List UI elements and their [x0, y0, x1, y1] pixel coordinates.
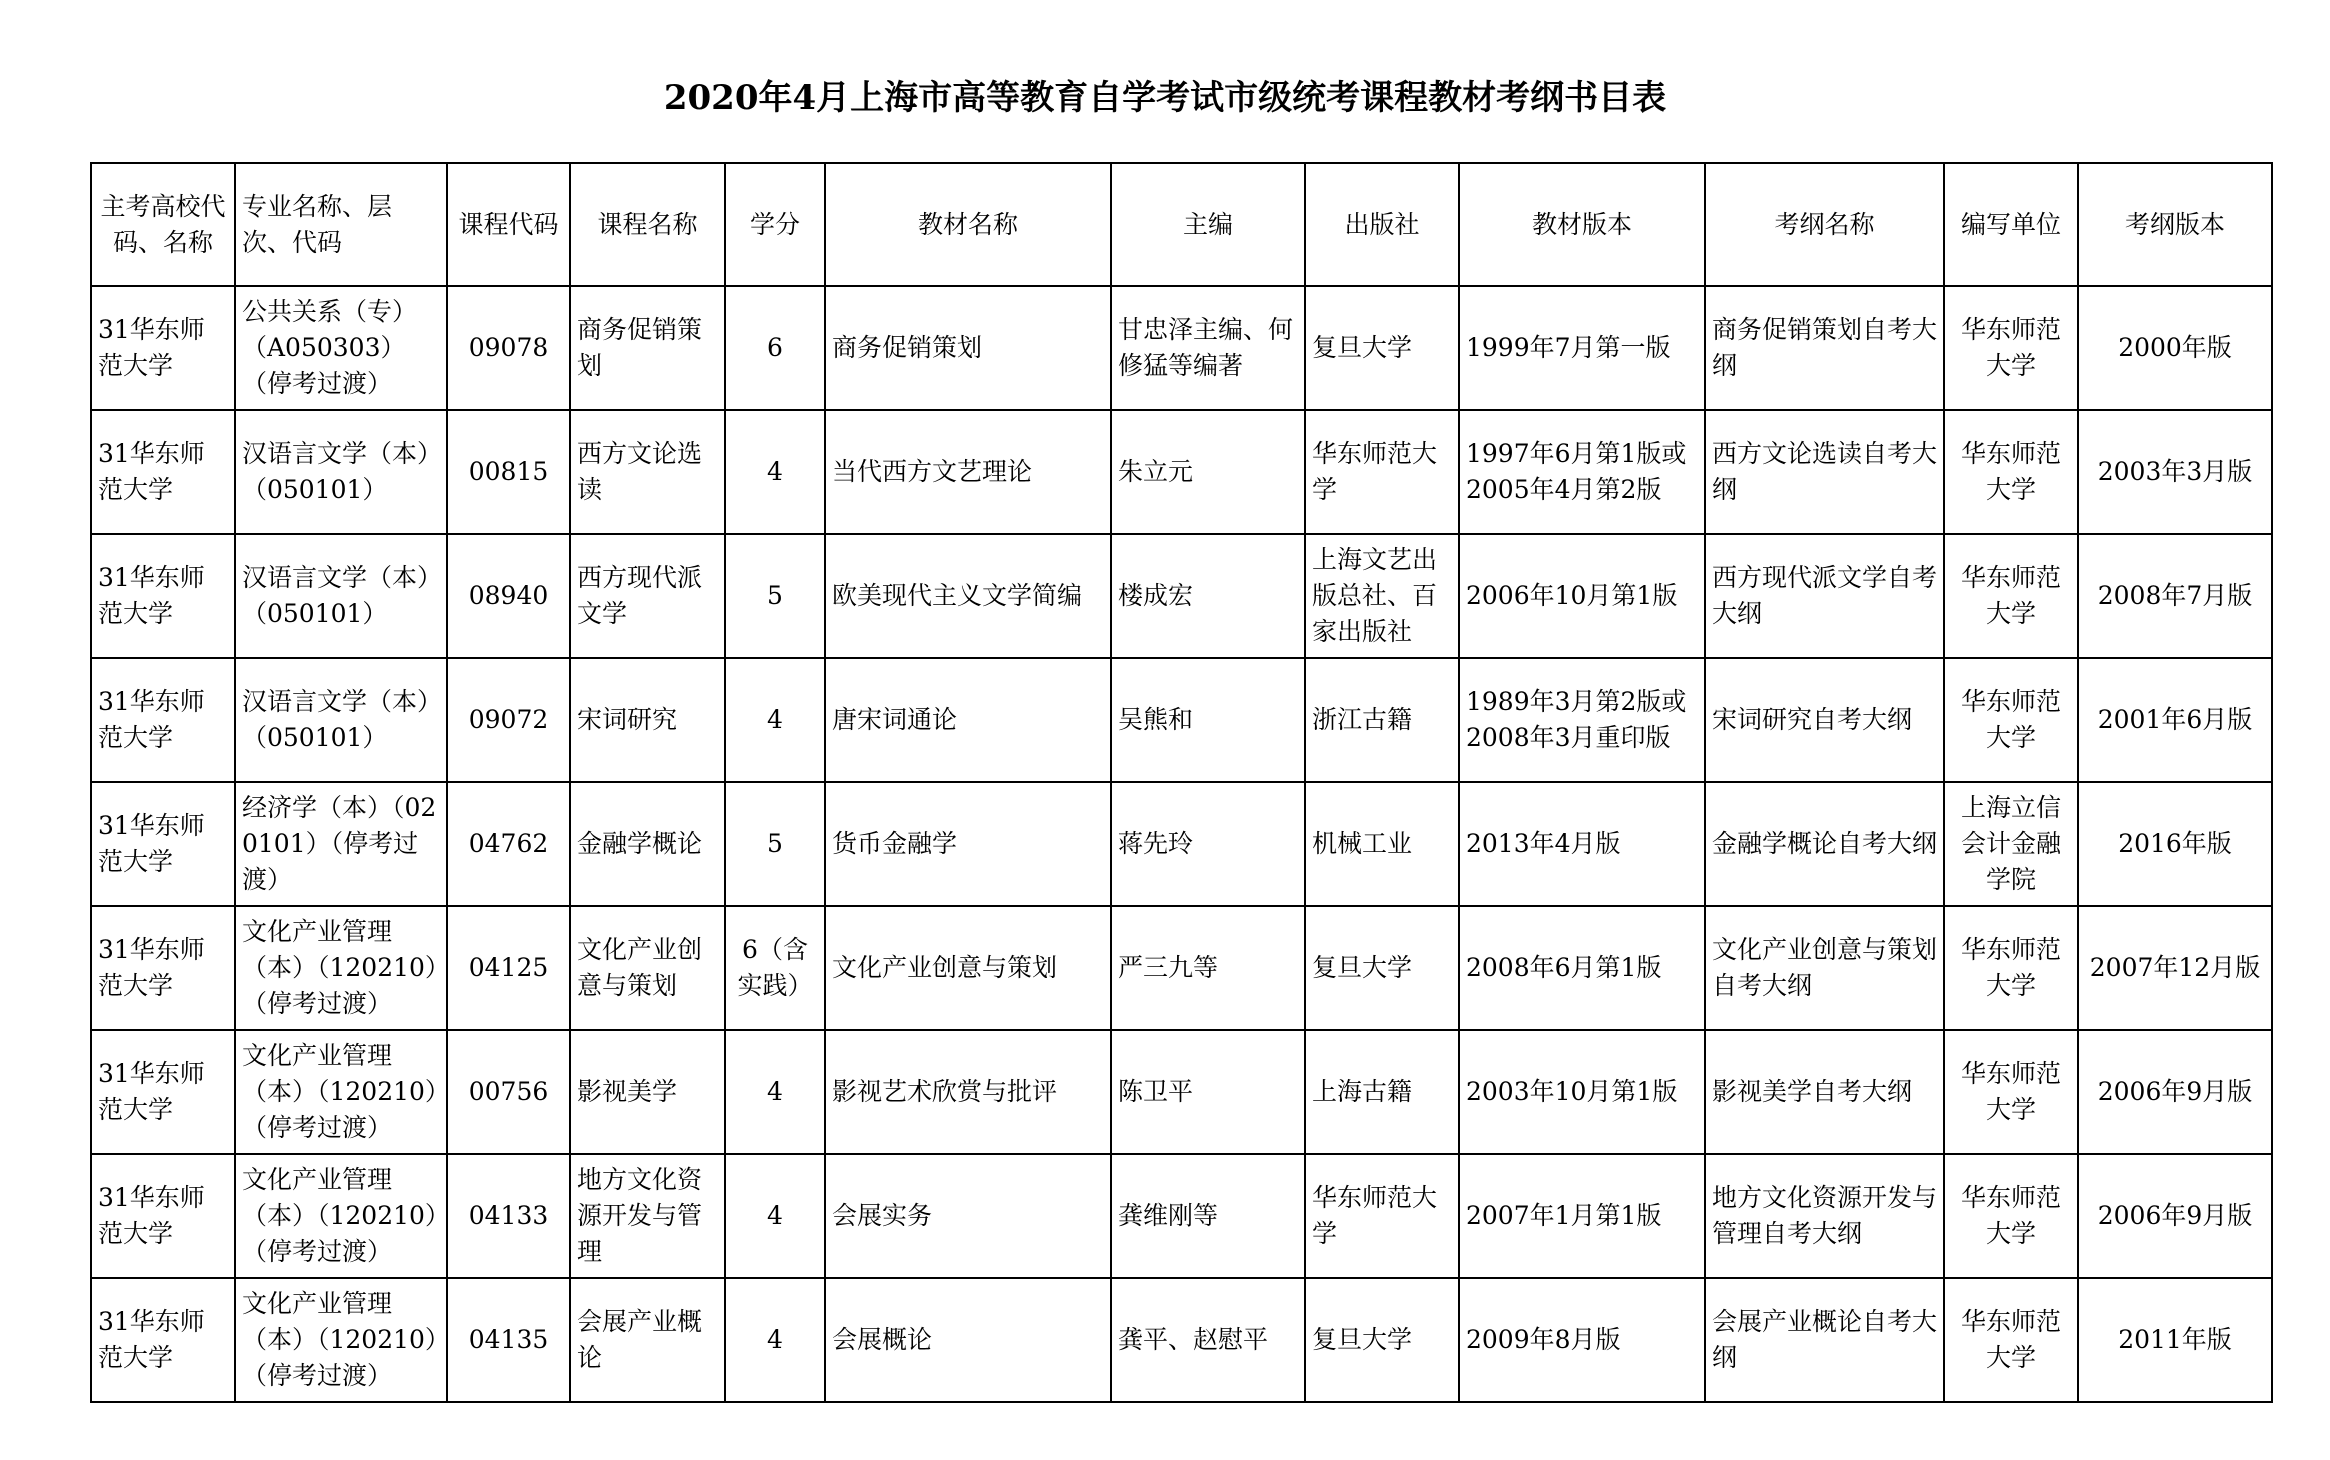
cell-publisher: 复旦大学: [1305, 906, 1459, 1030]
cell-syllabus-edition: 2016年版: [2078, 782, 2272, 906]
table-row: [91, 782, 2272, 906]
cell-course-name: 会展产业概论: [570, 1278, 725, 1402]
cell-course-code: 04762: [447, 782, 570, 906]
cell-syllabus: 会展产业概论自考大纲: [1705, 1278, 1944, 1402]
header-course-code: 课程代码: [447, 163, 570, 286]
table-row: [91, 906, 2272, 1030]
header-syllabus: 考纲名称: [1705, 163, 1944, 286]
table-row: [91, 1154, 2272, 1278]
cell-course-code: 04133: [447, 1154, 570, 1278]
cell-school: 31华东师范大学: [91, 286, 235, 410]
cell-course-code: 08940: [447, 534, 570, 658]
cell-school: 31华东师范大学: [91, 410, 235, 534]
cell-course-name: 宋词研究: [570, 658, 725, 782]
cell-textbook-edition: 2013年4月版: [1459, 782, 1705, 906]
cell-school: 31华东师范大学: [91, 658, 235, 782]
cell-credits: 6: [725, 286, 825, 410]
cell-syllabus-edition: 2001年6月版: [2078, 658, 2272, 782]
cell-credits: 4: [725, 1154, 825, 1278]
cell-course-code: 09072: [447, 658, 570, 782]
cell-textbook-edition: 1989年3月第2版或2008年3月重印版: [1459, 658, 1705, 782]
book-list-table: [90, 162, 2273, 1403]
cell-textbook: 货币金融学: [825, 782, 1111, 906]
cell-credits: 4: [725, 658, 825, 782]
cell-syllabus-edition: 2006年9月版: [2078, 1154, 2272, 1278]
cell-course-code: 04125: [447, 906, 570, 1030]
cell-editor: 龚平、赵慰平: [1111, 1278, 1305, 1402]
cell-textbook-edition: 2006年10月第1版: [1459, 534, 1705, 658]
cell-credits: 4: [725, 410, 825, 534]
header-syllabus-edition: 考纲版本: [2078, 163, 2272, 286]
cell-school: 31华东师范大学: [91, 906, 235, 1030]
header-editor: 主编: [1111, 163, 1305, 286]
cell-textbook: 唐宋词通论: [825, 658, 1111, 782]
cell-textbook-edition: 2009年8月版: [1459, 1278, 1705, 1402]
cell-editor: 龚维刚等: [1111, 1154, 1305, 1278]
table-row: [91, 534, 2272, 658]
cell-syllabus: 宋词研究自考大纲: [1705, 658, 1944, 782]
cell-credits: 4: [725, 1030, 825, 1154]
cell-major: 汉语言文学（本）（050101）: [235, 534, 447, 658]
header-course-name: 课程名称: [570, 163, 725, 286]
cell-course-name: 商务促销策划: [570, 286, 725, 410]
table-row: [91, 286, 2272, 410]
cell-compiler: 华东师范大学: [1944, 906, 2078, 1030]
header-credits: 学分: [725, 163, 825, 286]
cell-editor: 楼成宏: [1111, 534, 1305, 658]
cell-textbook-edition: 1997年6月第1版或2005年4月第2版: [1459, 410, 1705, 534]
cell-course-code: 00815: [447, 410, 570, 534]
cell-credits: 5: [725, 534, 825, 658]
cell-school: 31华东师范大学: [91, 1278, 235, 1402]
cell-compiler: 上海立信会计金融学院: [1944, 782, 2078, 906]
cell-school: 31华东师范大学: [91, 782, 235, 906]
cell-editor: 陈卫平: [1111, 1030, 1305, 1154]
cell-editor: 严三九等: [1111, 906, 1305, 1030]
cell-course-name: 金融学概论: [570, 782, 725, 906]
table-row: [91, 1278, 2272, 1402]
cell-course-name: 西方文论选读: [570, 410, 725, 534]
cell-course-code: 09078: [447, 286, 570, 410]
cell-compiler: 华东师范大学: [1944, 410, 2078, 534]
cell-syllabus: 地方文化资源开发与管理自考大纲: [1705, 1154, 1944, 1278]
cell-major: 汉语言文学（本）（050101）: [235, 658, 447, 782]
cell-publisher: 上海古籍: [1305, 1030, 1459, 1154]
cell-textbook-edition: 2007年1月第1版: [1459, 1154, 1705, 1278]
cell-syllabus-edition: 2011年版: [2078, 1278, 2272, 1402]
cell-syllabus-edition: 2000年版: [2078, 286, 2272, 410]
table-row: [91, 1030, 2272, 1154]
cell-syllabus: 文化产业创意与策划自考大纲: [1705, 906, 1944, 1030]
cell-textbook: 商务促销策划: [825, 286, 1111, 410]
cell-course-name: 地方文化资源开发与管理: [570, 1154, 725, 1278]
cell-syllabus: 金融学概论自考大纲: [1705, 782, 1944, 906]
cell-credits: 4: [725, 1278, 825, 1402]
cell-syllabus: 西方文论选读自考大纲: [1705, 410, 1944, 534]
cell-compiler: 华东师范大学: [1944, 286, 2078, 410]
header-compiler: 编写单位: [1944, 163, 2078, 286]
cell-textbook-edition: 2008年6月第1版: [1459, 906, 1705, 1030]
cell-editor: 朱立元: [1111, 410, 1305, 534]
cell-compiler: 华东师范大学: [1944, 534, 2078, 658]
cell-compiler: 华东师范大学: [1944, 1154, 2078, 1278]
cell-textbook: 当代西方文艺理论: [825, 410, 1111, 534]
cell-syllabus: 西方现代派文学自考大纲: [1705, 534, 1944, 658]
cell-school: 31华东师范大学: [91, 534, 235, 658]
cell-syllabus-edition: 2003年3月版: [2078, 410, 2272, 534]
cell-major: 文化产业管理（本）（120210）（停考过渡）: [235, 1030, 447, 1154]
cell-syllabus: 商务促销策划自考大纲: [1705, 286, 1944, 410]
cell-course-name: 文化产业创意与策划: [570, 906, 725, 1030]
cell-syllabus-edition: 2008年7月版: [2078, 534, 2272, 658]
cell-school: 31华东师范大学: [91, 1154, 235, 1278]
cell-editor: 蒋先玲: [1111, 782, 1305, 906]
cell-syllabus-edition: 2006年9月版: [2078, 1030, 2272, 1154]
header-publisher: 出版社: [1305, 163, 1459, 286]
cell-major: 公共关系（专）（A050303）（停考过渡）: [235, 286, 447, 410]
cell-textbook: 会展实务: [825, 1154, 1111, 1278]
cell-syllabus: 影视美学自考大纲: [1705, 1030, 1944, 1154]
cell-major: 文化产业管理（本）（120210）（停考过渡）: [235, 1154, 447, 1278]
cell-textbook-edition: 1999年7月第一版: [1459, 286, 1705, 410]
cell-compiler: 华东师范大学: [1944, 658, 2078, 782]
cell-syllabus-edition: 2007年12月版: [2078, 906, 2272, 1030]
cell-publisher: 华东师范大学: [1305, 410, 1459, 534]
cell-school: 31华东师范大学: [91, 1030, 235, 1154]
cell-textbook-edition: 2003年10月第1版: [1459, 1030, 1705, 1154]
header-row: [91, 163, 2272, 286]
header-textbook: 教材名称: [825, 163, 1111, 286]
cell-publisher: 上海文艺出版总社、百家出版社: [1305, 534, 1459, 658]
cell-textbook: 影视艺术欣赏与批评: [825, 1030, 1111, 1154]
table-row: [91, 658, 2272, 782]
cell-course-code: 00756: [447, 1030, 570, 1154]
cell-major: 经济学（本）（020101）（停考过渡）: [235, 782, 447, 906]
header-school: 主考高校代码、名称: [91, 163, 235, 286]
cell-publisher: 复旦大学: [1305, 1278, 1459, 1402]
header-major: 专业名称、层次、代码: [235, 163, 447, 286]
cell-credits: 6（含实践）: [725, 906, 825, 1030]
page-title: 2020年4月上海市高等教育自学考试市级统考课程教材考纲书目表: [663, 78, 1667, 118]
cell-course-name: 西方现代派文学: [570, 534, 725, 658]
cell-editor: 甘忠泽主编、何修猛等编著: [1111, 286, 1305, 410]
cell-compiler: 华东师范大学: [1944, 1278, 2078, 1402]
cell-credits: 5: [725, 782, 825, 906]
cell-compiler: 华东师范大学: [1944, 1030, 2078, 1154]
cell-course-code: 04135: [447, 1278, 570, 1402]
cell-textbook: 会展概论: [825, 1278, 1111, 1402]
cell-major: 汉语言文学（本）（050101）: [235, 410, 447, 534]
cell-textbook: 欧美现代主义文学简编: [825, 534, 1111, 658]
cell-editor: 吴熊和: [1111, 658, 1305, 782]
table-row: [91, 410, 2272, 534]
cell-publisher: 华东师范大学: [1305, 1154, 1459, 1278]
cell-major: 文化产业管理（本）（120210）（停考过渡）: [235, 1278, 447, 1402]
cell-textbook: 文化产业创意与策划: [825, 906, 1111, 1030]
cell-course-name: 影视美学: [570, 1030, 725, 1154]
cell-major: 文化产业管理（本）（120210）（停考过渡）: [235, 906, 447, 1030]
header-textbook-edition: 教材版本: [1459, 163, 1705, 286]
cell-publisher: 复旦大学: [1305, 286, 1459, 410]
cell-publisher: 浙江古籍: [1305, 658, 1459, 782]
cell-publisher: 机械工业: [1305, 782, 1459, 906]
